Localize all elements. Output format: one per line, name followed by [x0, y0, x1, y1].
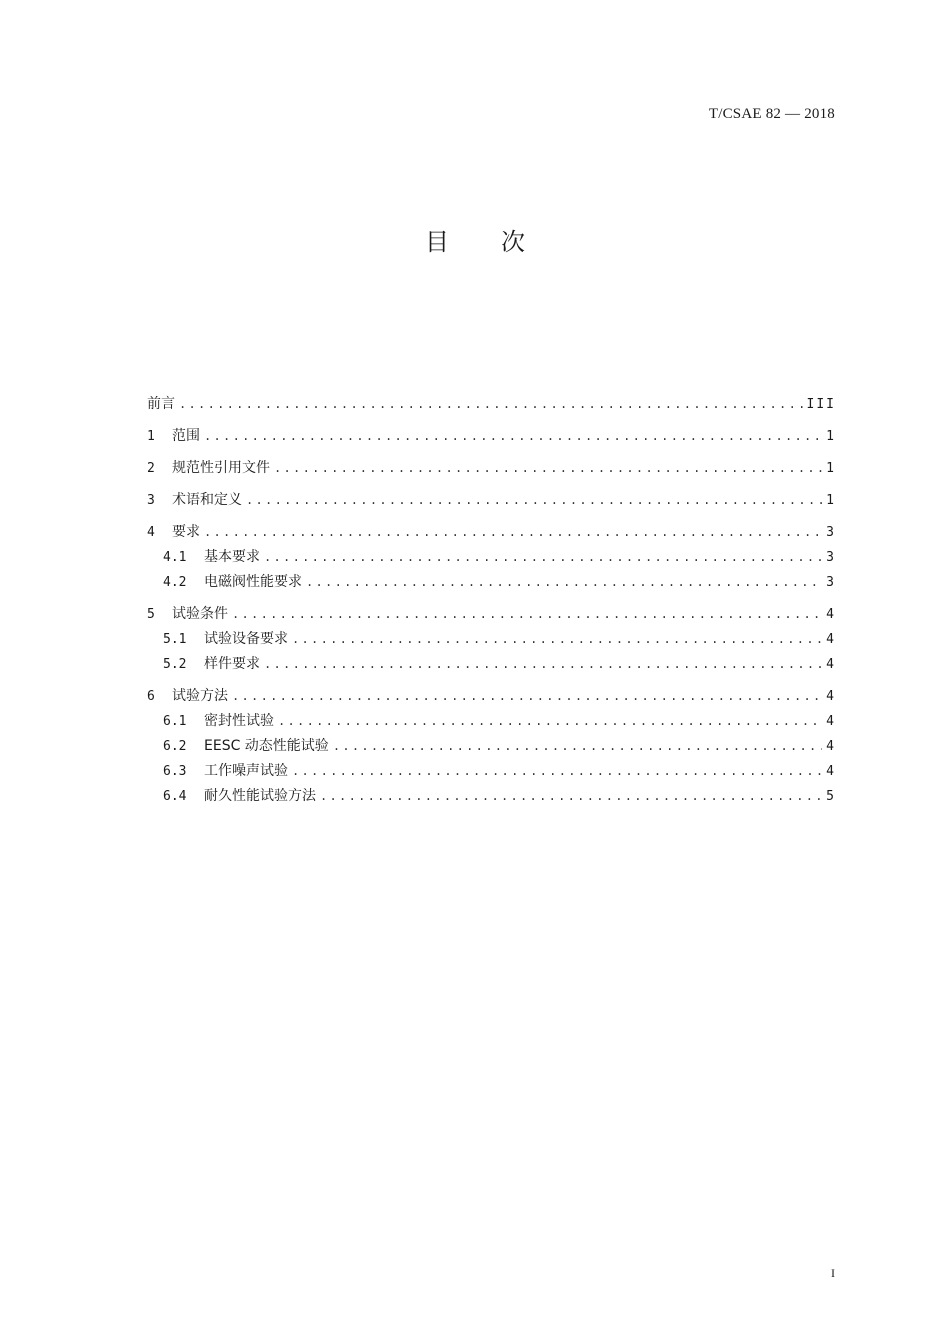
toc-leader-dots — [306, 570, 822, 595]
toc-label: EESC 动态性能试验 — [204, 738, 329, 754]
toc-leader-dots — [246, 488, 822, 513]
toc-label: 工作噪声试验 — [204, 763, 288, 779]
toc-page-number: 3 — [826, 550, 836, 565]
toc-number: 6 — [147, 689, 155, 704]
toc-entry-5[interactable] — [147, 602, 836, 627]
toc-number: 5.1 — [163, 632, 187, 647]
toc-label: 前言 — [147, 396, 175, 412]
toc-entry-4-2[interactable] — [147, 570, 836, 595]
toc-entry-4[interactable] — [147, 520, 836, 545]
page-title — [0, 222, 950, 257]
toc-label: 试验方法 — [172, 688, 228, 704]
toc-page-number: 4 — [826, 739, 836, 754]
toc-number: 6.2 — [163, 739, 187, 754]
page-number: I — [831, 1266, 835, 1280]
toc-number: 4.2 — [163, 575, 187, 590]
toc-entry-6-2[interactable] — [147, 734, 836, 759]
toc-entry-foreword[interactable] — [147, 392, 836, 417]
toc-page-number: 4 — [826, 764, 836, 779]
toc-leader-dots — [204, 520, 822, 545]
toc-number: 6.1 — [163, 714, 187, 729]
toc-number: 6.3 — [163, 764, 187, 779]
toc-label: 范围 — [172, 428, 200, 444]
toc-leader-dots — [232, 684, 822, 709]
toc-page-number: III — [806, 397, 836, 412]
toc-leader-dots — [292, 759, 822, 784]
toc-entry-6[interactable] — [147, 684, 836, 709]
toc-entry-5-2[interactable] — [147, 652, 836, 677]
toc-leader-dots — [274, 456, 822, 481]
toc-entry-1[interactable] — [147, 424, 836, 449]
toc-number: 6.4 — [163, 789, 187, 804]
toc-page-number: 4 — [826, 607, 836, 622]
toc-label: 规范性引用文件 — [172, 460, 270, 476]
toc-entry-6-1[interactable] — [147, 709, 836, 734]
toc-page-number: 3 — [826, 525, 836, 540]
toc-entry-3[interactable] — [147, 488, 836, 513]
toc-label: 密封性试验 — [204, 713, 274, 729]
toc-page-number: 1 — [826, 493, 836, 508]
toc-number: 4 — [147, 525, 155, 540]
toc-entry-4-1[interactable] — [147, 545, 836, 570]
toc-number: 2 — [147, 461, 155, 476]
toc-label: 耐久性能试验方法 — [204, 788, 316, 804]
toc-label: 样件要求 — [204, 656, 260, 672]
toc-leader-dots — [292, 627, 822, 652]
toc-page-number: 4 — [826, 657, 836, 672]
toc-leader-dots — [264, 652, 822, 677]
toc-number: 1 — [147, 429, 155, 444]
toc-label: 基本要求 — [204, 549, 260, 565]
title-char-1: 目 — [425, 228, 449, 256]
toc-number: 5 — [147, 607, 155, 622]
toc-label: 试验条件 — [172, 606, 228, 622]
table-of-contents — [147, 392, 836, 809]
toc-entry-2[interactable] — [147, 456, 836, 481]
toc-label: 电磁阀性能要求 — [204, 574, 302, 590]
toc-number: 4.1 — [163, 550, 187, 565]
toc-label: 试验设备要求 — [204, 631, 288, 647]
toc-page-number: 4 — [826, 632, 836, 647]
toc-leader-dots — [232, 602, 822, 627]
toc-leader-dots — [320, 784, 822, 809]
toc-entry-6-4[interactable] — [147, 784, 836, 809]
title-char-2: 次 — [501, 228, 525, 256]
toc-leader-dots — [264, 545, 822, 570]
toc-page-number: 4 — [826, 714, 836, 729]
toc-number: 3 — [147, 493, 155, 508]
toc-label: 要求 — [172, 524, 200, 540]
toc-entry-5-1[interactable] — [147, 627, 836, 652]
toc-number: 5.2 — [163, 657, 187, 672]
toc-page-number: 5 — [826, 789, 836, 804]
toc-label: 术语和定义 — [172, 492, 242, 508]
toc-page-number: 4 — [826, 689, 836, 704]
toc-leader-dots — [179, 392, 803, 417]
toc-page-number: 3 — [826, 575, 836, 590]
toc-entry-6-3[interactable] — [147, 759, 836, 784]
toc-page-number: 1 — [826, 429, 836, 444]
standard-number: T/CSAE 82 — 2018 — [708, 106, 835, 122]
toc-leader-dots — [333, 734, 822, 759]
toc-leader-dots — [204, 424, 822, 449]
toc-leader-dots — [278, 709, 822, 734]
toc-page-number: 1 — [826, 461, 836, 476]
